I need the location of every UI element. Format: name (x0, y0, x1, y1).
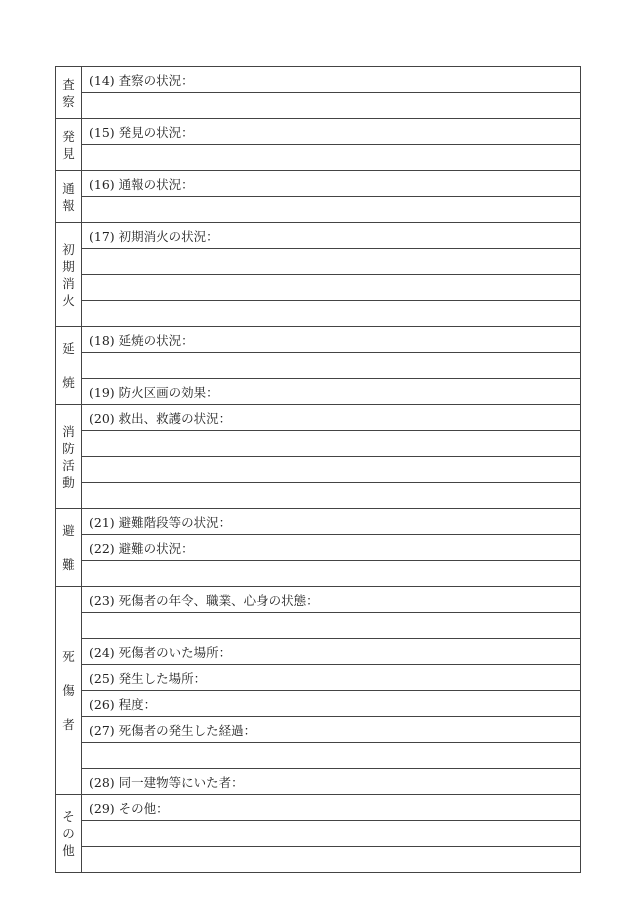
form-row (56, 223, 581, 249)
item-label: (27) 死傷者の発生した経過： (82, 717, 581, 743)
blank-entry-line[interactable] (82, 847, 581, 873)
item-label: (17) 初期消火の状況： (82, 223, 581, 249)
section-category-label (56, 509, 82, 587)
blank-entry-line[interactable] (82, 275, 581, 301)
item-label: (28) 同一建物等にいた者： (82, 769, 581, 795)
category-char: 発 (62, 128, 75, 144)
section-category-label (56, 327, 82, 405)
category-char: 期 (62, 258, 75, 274)
form-row (56, 119, 581, 145)
category-char: 難 (62, 557, 75, 572)
form-row (56, 327, 581, 353)
section-category-label (56, 171, 82, 223)
blank-entry-line[interactable] (82, 301, 581, 327)
blank-entry-line[interactable] (82, 821, 581, 847)
category-char: 死 (62, 649, 75, 664)
form-row (56, 769, 581, 795)
section-category-label (56, 119, 82, 171)
category-char: 傷 (62, 683, 75, 698)
category-char: 焼 (62, 375, 75, 390)
blank-entry-line[interactable] (82, 249, 581, 275)
section-category-label (56, 795, 82, 873)
category-char: 活 (62, 457, 75, 473)
category-char: 動 (62, 474, 75, 490)
form-row (56, 587, 581, 613)
category-char: 通 (62, 180, 75, 196)
form-row (56, 301, 581, 327)
section-category-label (56, 587, 82, 795)
category-char: 者 (62, 717, 75, 732)
category-char: の (62, 826, 75, 841)
blank-entry-line[interactable] (82, 483, 581, 509)
form-row (56, 171, 581, 197)
category-char: 察 (62, 93, 75, 109)
blank-entry-line[interactable] (82, 561, 581, 587)
category-char: 火 (62, 292, 75, 308)
blank-entry-line[interactable] (82, 431, 581, 457)
item-label: (23) 死傷者の年令、職業、心身の状態： (82, 587, 581, 613)
category-char: 消 (62, 275, 75, 291)
form-row (56, 457, 581, 483)
item-label: (25) 発生した場所： (82, 665, 581, 691)
form-row (56, 431, 581, 457)
blank-entry-line[interactable] (82, 353, 581, 379)
form-row (56, 509, 581, 535)
form-row (56, 93, 581, 119)
blank-entry-line[interactable] (82, 743, 581, 769)
section-category-label (56, 223, 82, 327)
form-row (56, 639, 581, 665)
form-row (56, 691, 581, 717)
category-char: 査 (62, 76, 75, 92)
form-row (56, 67, 581, 93)
blank-entry-line[interactable] (82, 93, 581, 119)
form-row (56, 483, 581, 509)
form-row (56, 249, 581, 275)
category-char: 消 (62, 423, 75, 439)
form-row (56, 535, 581, 561)
form-row (56, 717, 581, 743)
item-label: (21) 避難階段等の状況： (82, 509, 581, 535)
blank-entry-line[interactable] (82, 197, 581, 223)
form-row (56, 145, 581, 171)
item-label: (20) 救出、救護の状況： (82, 405, 581, 431)
form-row (56, 405, 581, 431)
category-char: 見 (62, 145, 75, 161)
form-row (56, 795, 581, 821)
blank-entry-line[interactable] (82, 613, 581, 639)
form-row (56, 613, 581, 639)
form-row (56, 743, 581, 769)
category-char: 他 (62, 843, 75, 858)
form-row (56, 353, 581, 379)
item-label: (15) 発見の状況： (82, 119, 581, 145)
form-row (56, 847, 581, 873)
item-label: (29) その他： (82, 795, 581, 821)
blank-entry-line[interactable] (82, 457, 581, 483)
form-row (56, 665, 581, 691)
item-label: (18) 延焼の状況： (82, 327, 581, 353)
section-category-label (56, 67, 82, 119)
item-label: (26) 程度： (82, 691, 581, 717)
category-char: そ (62, 809, 75, 824)
item-label: (14) 査察の状況： (82, 67, 581, 93)
category-char: 防 (62, 440, 75, 456)
form-row (56, 275, 581, 301)
category-char: 報 (62, 197, 75, 213)
category-char: 避 (62, 523, 75, 538)
item-label: (19) 防火区画の効果： (82, 379, 581, 405)
category-char (56, 539, 81, 556)
form-row (56, 379, 581, 405)
category-char (56, 357, 81, 374)
blank-entry-line[interactable] (82, 145, 581, 171)
category-char (56, 699, 81, 716)
category-char (56, 665, 81, 682)
form-row (56, 197, 581, 223)
category-char: 初 (62, 241, 75, 257)
form-row (56, 821, 581, 847)
item-label: (16) 通報の状況： (82, 171, 581, 197)
fire-report-form (55, 66, 581, 873)
category-char: 延 (62, 341, 75, 356)
item-label: (24) 死傷者のいた場所： (82, 639, 581, 665)
section-category-label (56, 405, 82, 509)
form-row (56, 561, 581, 587)
item-label: (22) 避難の状況： (82, 535, 581, 561)
